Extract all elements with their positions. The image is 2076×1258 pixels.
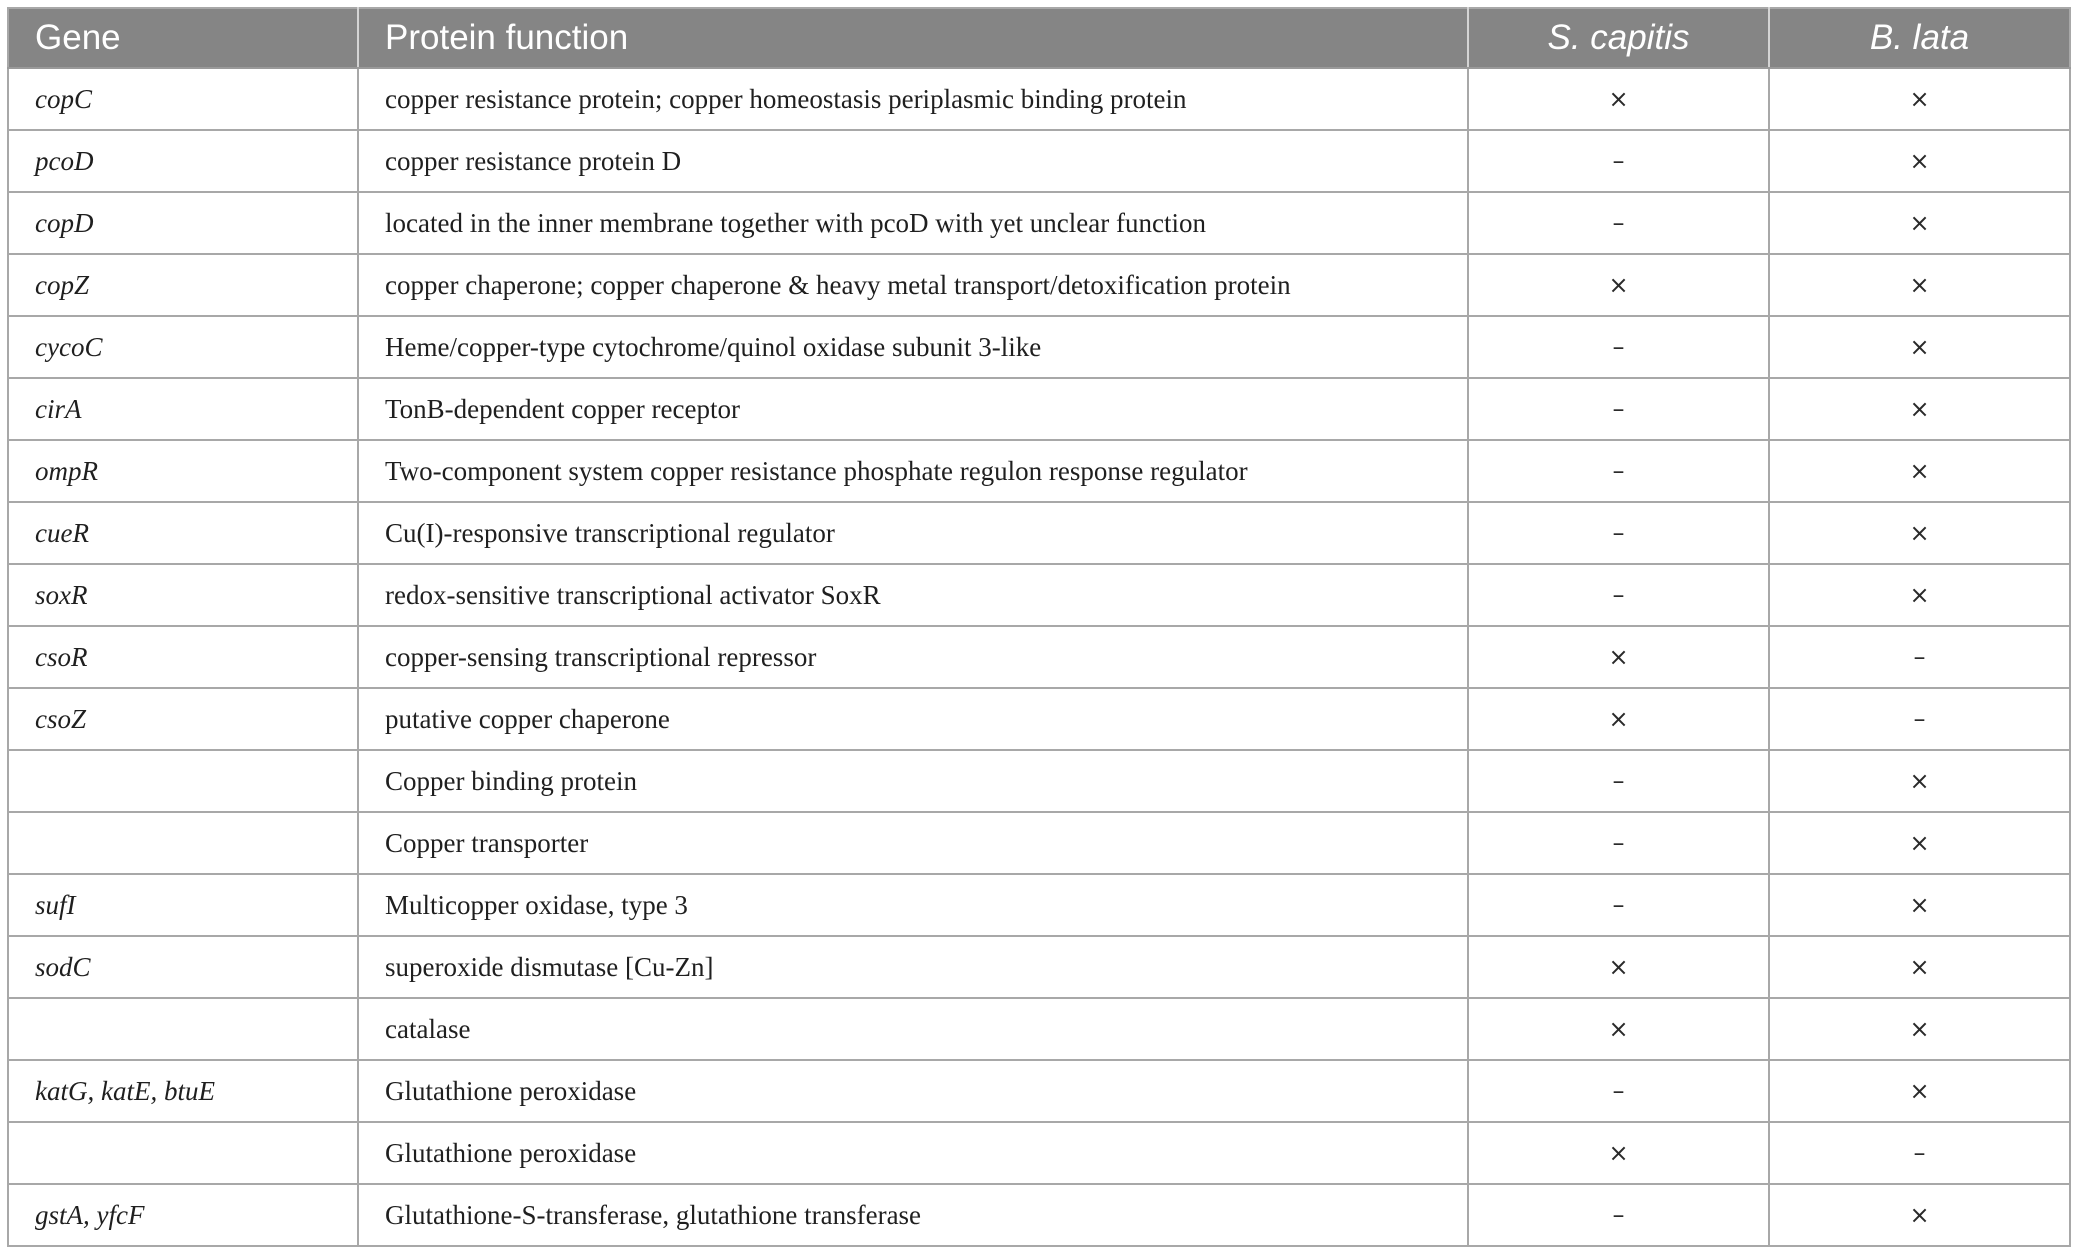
s-capitis-cell: – [1468, 440, 1769, 502]
s-capitis-cell: – [1468, 874, 1769, 936]
header-s-capitis: S. capitis [1468, 8, 1769, 68]
b-lata-cell: × [1769, 812, 2070, 874]
protein-function-cell: redox-sensitive transcriptional activator SoxR [358, 564, 1468, 626]
protein-function-cell: Glutathione peroxidase [358, 1122, 1468, 1184]
s-capitis-cell: – [1468, 750, 1769, 812]
header-row [8, 8, 2070, 68]
protein-function-cell: Cu(I)-responsive transcriptional regulator [358, 502, 1468, 564]
gene-cell: katG, katE, btuE [8, 1060, 358, 1122]
b-lata-cell: × [1769, 440, 2070, 502]
s-capitis-cell: – [1468, 1060, 1769, 1122]
table-row [8, 1122, 2070, 1184]
s-capitis-cell: × [1468, 998, 1769, 1060]
s-capitis-cell: × [1468, 688, 1769, 750]
protein-function-cell: copper resistance protein; copper homeostasis periplasmic binding protein [358, 68, 1468, 130]
s-capitis-cell: – [1468, 192, 1769, 254]
gene-cell [8, 750, 358, 812]
s-capitis-cell: – [1468, 564, 1769, 626]
table-row [8, 874, 2070, 936]
s-capitis-cell: × [1468, 1122, 1769, 1184]
table-row [8, 440, 2070, 502]
table-body [8, 68, 2070, 1246]
table-row [8, 564, 2070, 626]
protein-function-cell: catalase [358, 998, 1468, 1060]
protein-function-cell: Heme/copper-type cytochrome/quinol oxidase subunit 3-like [358, 316, 1468, 378]
gene-cell: soxR [8, 564, 358, 626]
gene-cell: cueR [8, 502, 358, 564]
protein-function-cell: TonB-dependent copper receptor [358, 378, 1468, 440]
gene-cell: sufI [8, 874, 358, 936]
header-gene: Gene [8, 8, 358, 68]
table-row [8, 626, 2070, 688]
b-lata-cell: × [1769, 998, 2070, 1060]
protein-function-cell: Two-component system copper resistance phosphate regulon response regulator [358, 440, 1468, 502]
b-lata-cell: × [1769, 378, 2070, 440]
table-row [8, 998, 2070, 1060]
b-lata-cell: × [1769, 68, 2070, 130]
table-row [8, 688, 2070, 750]
b-lata-cell: × [1769, 936, 2070, 998]
protein-function-cell: copper chaperone; copper chaperone & heavy metal transport/detoxification protein [358, 254, 1468, 316]
table-row [8, 502, 2070, 564]
protein-function-cell: copper-sensing transcriptional repressor [358, 626, 1468, 688]
gene-cell: cycoC [8, 316, 358, 378]
protein-function-cell: located in the inner membrane together with pcoD with yet unclear function [358, 192, 1468, 254]
b-lata-cell: × [1769, 254, 2070, 316]
s-capitis-cell: – [1468, 316, 1769, 378]
gene-table [7, 7, 2071, 1247]
gene-cell: copZ [8, 254, 358, 316]
b-lata-cell: × [1769, 502, 2070, 564]
gene-cell: ompR [8, 440, 358, 502]
protein-function-cell: superoxide dismutase [Cu-Zn] [358, 936, 1468, 998]
gene-cell [8, 998, 358, 1060]
s-capitis-cell: – [1468, 1184, 1769, 1246]
header-b-lata: B. lata [1769, 8, 2070, 68]
b-lata-cell: × [1769, 1184, 2070, 1246]
table-row [8, 936, 2070, 998]
protein-function-cell: Copper transporter [358, 812, 1468, 874]
table-header [8, 8, 2070, 68]
table-row [8, 750, 2070, 812]
table-row [8, 1184, 2070, 1246]
table-row [8, 1060, 2070, 1122]
header-protein-function: Protein function [358, 8, 1468, 68]
s-capitis-cell: × [1468, 626, 1769, 688]
b-lata-cell: × [1769, 564, 2070, 626]
table-row [8, 130, 2070, 192]
s-capitis-cell: – [1468, 502, 1769, 564]
table-row [8, 316, 2070, 378]
protein-function-cell: putative copper chaperone [358, 688, 1468, 750]
b-lata-cell: × [1769, 130, 2070, 192]
s-capitis-cell: × [1468, 68, 1769, 130]
s-capitis-cell: – [1468, 812, 1769, 874]
protein-function-cell: Glutathione peroxidase [358, 1060, 1468, 1122]
b-lata-cell: × [1769, 750, 2070, 812]
s-capitis-cell: – [1468, 378, 1769, 440]
table-row [8, 378, 2070, 440]
gene-cell [8, 812, 358, 874]
table-row [8, 68, 2070, 130]
table-row [8, 254, 2070, 316]
b-lata-cell: × [1769, 1060, 2070, 1122]
gene-cell: cirA [8, 378, 358, 440]
gene-cell: csoZ [8, 688, 358, 750]
b-lata-cell: × [1769, 192, 2070, 254]
gene-cell: sodC [8, 936, 358, 998]
s-capitis-cell: × [1468, 936, 1769, 998]
gene-cell [8, 1122, 358, 1184]
b-lata-cell: – [1769, 626, 2070, 688]
protein-function-cell: Glutathione-S-transferase, glutathione transferase [358, 1184, 1468, 1246]
protein-function-cell: Multicopper oxidase, type 3 [358, 874, 1468, 936]
b-lata-cell: × [1769, 316, 2070, 378]
gene-cell: csoR [8, 626, 358, 688]
s-capitis-cell: – [1468, 130, 1769, 192]
b-lata-cell: – [1769, 1122, 2070, 1184]
gene-cell: copD [8, 192, 358, 254]
table-row [8, 812, 2070, 874]
protein-function-cell: Copper binding protein [358, 750, 1468, 812]
protein-function-cell: copper resistance protein D [358, 130, 1468, 192]
gene-cell: copC [8, 68, 358, 130]
gene-cell: gstA, yfcF [8, 1184, 358, 1246]
gene-cell: pcoD [8, 130, 358, 192]
table-row [8, 192, 2070, 254]
b-lata-cell: – [1769, 688, 2070, 750]
b-lata-cell: × [1769, 874, 2070, 936]
s-capitis-cell: × [1468, 254, 1769, 316]
